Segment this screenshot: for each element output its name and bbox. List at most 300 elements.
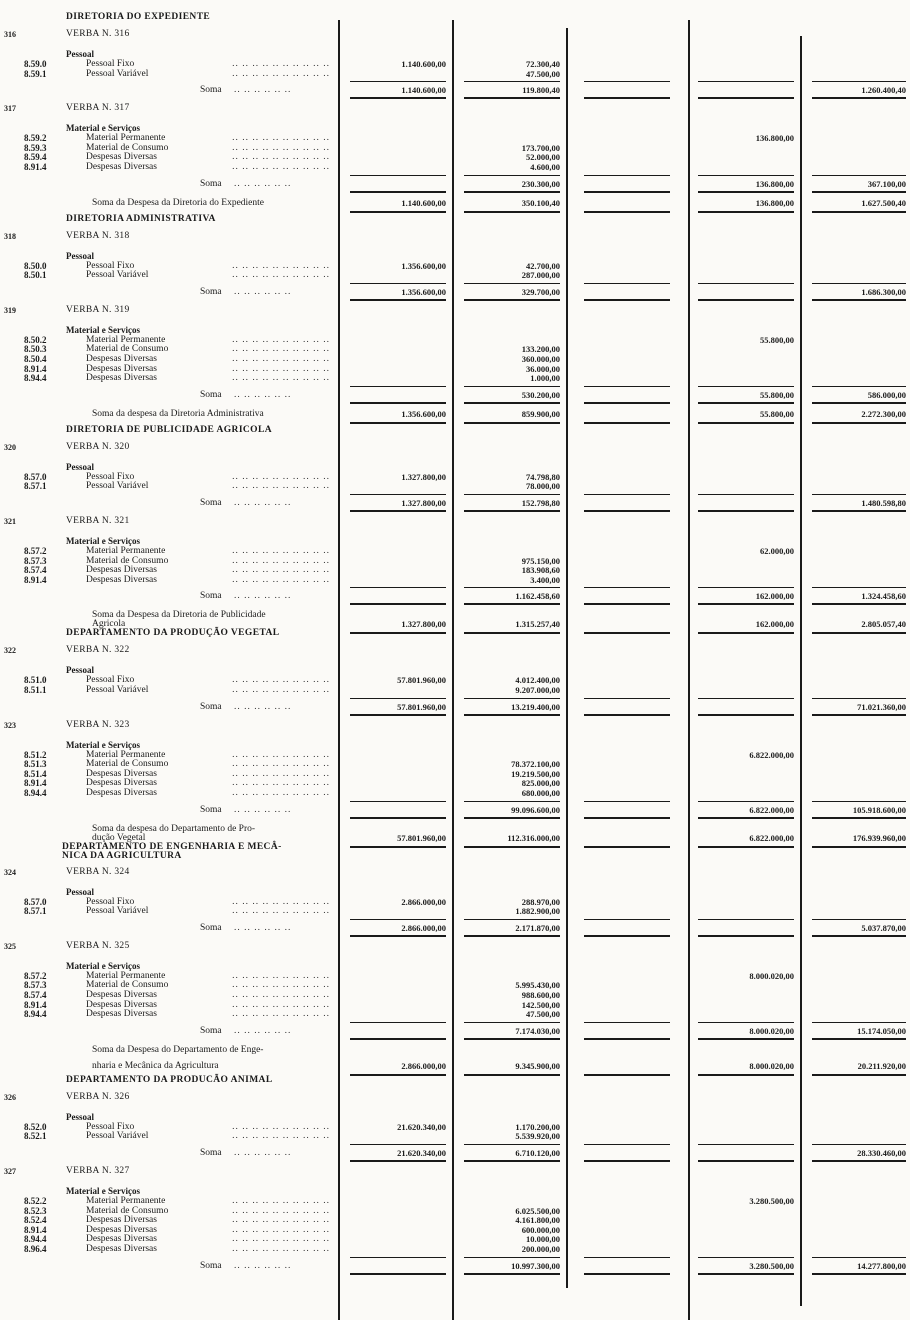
item-label: Despesas Diversas — [86, 1244, 157, 1254]
category-label: Pessoal — [66, 461, 94, 472]
item-label: Pessoal Variável — [86, 481, 149, 492]
total-label: Soma da despesa da Diretoria Administrativa — [92, 408, 264, 419]
item-label: Despesas Diversas — [86, 363, 157, 374]
amount-c3: 55.800,00 — [760, 334, 794, 345]
column-separator — [688, 20, 690, 1320]
sum-rule — [464, 1160, 560, 1162]
leader-dots: .. .. .. .. .. .. .. .. .. .. — [232, 481, 330, 492]
amount-c3: 55.800,00 — [760, 389, 794, 400]
leader-dots: .. .. .. .. .. .. .. .. .. .. — [232, 970, 330, 981]
amount-c2: 530.200,00 — [521, 389, 560, 400]
amount-c2: 173.700,00 — [521, 142, 560, 153]
item-code: 8.91.4 — [24, 574, 47, 585]
item-code: 8.57.2 — [24, 970, 47, 981]
soma-label: Soma — [200, 1260, 222, 1271]
amount-c4: 28.330.460,00 — [857, 1148, 906, 1158]
item-label: Material de Consumo — [86, 344, 169, 355]
item-code: 8.51.1 — [24, 685, 47, 695]
sum-rule — [584, 283, 670, 284]
verba-marker: 319 — [4, 305, 16, 315]
sum-rule — [350, 422, 446, 424]
sum-rule — [464, 1022, 560, 1023]
item-code: 8.50.2 — [24, 334, 47, 345]
amount-c2: 360.000,00 — [521, 354, 560, 364]
sum-rule — [812, 422, 906, 424]
leader-dots: .. .. .. .. .. .. — [234, 1260, 292, 1271]
amount-c2: 152.798,80 — [521, 498, 560, 508]
leader-dots: .. .. .. .. .. .. .. .. .. .. — [232, 354, 330, 364]
amount-c1: 2.866.000,00 — [401, 922, 446, 933]
amount-c2: 78.372.100,00 — [511, 759, 560, 770]
amount-c2: 288.970,00 — [521, 896, 560, 907]
section-heading: DIRETORIA DO EXPEDIENTE — [66, 12, 211, 22]
amount-c2: 10.000,00 — [526, 1234, 560, 1245]
sum-rule — [584, 81, 670, 82]
sum-rule — [698, 846, 794, 848]
amount-c2: 3.400,00 — [530, 574, 560, 585]
item-label: Despesas Diversas — [86, 768, 157, 779]
category-label: Material e Serviços — [66, 960, 140, 971]
sum-rule — [698, 935, 794, 937]
category-label: Material e Serviços — [66, 123, 140, 134]
item-code: 8.91.4 — [24, 1224, 47, 1235]
verba-title: VERBA N. 327 — [66, 1166, 130, 1176]
soma-label: Soma — [200, 286, 222, 297]
sum-rule — [698, 714, 794, 716]
leader-dots: .. .. .. .. .. .. .. .. .. .. — [232, 1121, 330, 1132]
item-code: 8.59.3 — [24, 142, 47, 153]
leader-dots: .. .. .. .. .. .. .. .. .. .. — [232, 675, 330, 686]
leader-dots: .. .. .. .. .. .. .. .. .. .. — [232, 133, 330, 144]
amount-c1: 21.620.340,00 — [397, 1148, 446, 1158]
amount-c1: 1.140.600,00 — [401, 59, 446, 69]
amount-c2: 1.162.458,60 — [515, 591, 560, 602]
sum-rule — [584, 386, 670, 387]
item-label: Material de Consumo — [86, 1205, 169, 1216]
amount-c2: 13.219.400,00 — [511, 701, 560, 712]
item-code: 8.91.4 — [24, 778, 47, 789]
sum-rule — [698, 1273, 794, 1275]
amount-c1: 57.801.960,00 — [397, 701, 446, 712]
total-label: Soma da Despesa da Diretoria do Expediente — [92, 197, 264, 208]
sum-rule — [812, 510, 906, 512]
leader-dots: .. .. .. .. .. .. .. .. .. .. — [232, 759, 330, 770]
amount-c2: 133.200,00 — [521, 344, 560, 355]
amount-c2: 825.000,00 — [521, 778, 560, 789]
item-label: Material Permanente — [86, 133, 166, 144]
item-label: Pessoal Variável — [86, 685, 149, 695]
soma-label: Soma — [200, 922, 222, 933]
item-label: Material Permanente — [86, 749, 166, 760]
sum-rule — [698, 817, 794, 819]
item-label: Pessoal Variável — [86, 1131, 149, 1142]
item-code: 8.57.3 — [24, 980, 47, 991]
sum-rule — [464, 714, 560, 716]
sum-rule — [698, 422, 794, 424]
verba-marker: 321 — [4, 517, 16, 526]
leader-dots: .. .. .. .. .. .. .. .. .. .. — [232, 260, 330, 271]
sum-rule — [584, 1038, 670, 1040]
amount-c3: 8.000.020,00 — [749, 1025, 794, 1036]
sum-rule — [698, 386, 794, 387]
item-label: Pessoal Fixo — [86, 260, 135, 271]
item-label: Material de Consumo — [86, 980, 169, 991]
sum-rule — [350, 283, 446, 284]
sum-rule — [812, 1160, 906, 1162]
item-code: 8.59.4 — [24, 152, 47, 163]
sum-rule — [464, 846, 560, 848]
item-code: 8.51.4 — [24, 768, 47, 779]
amount-c3: 6.822.000,00 — [749, 832, 794, 843]
sum-rule — [464, 283, 560, 284]
sum-rule — [350, 1038, 446, 1040]
leader-dots: .. .. .. .. .. .. .. .. .. .. — [232, 162, 330, 172]
leader-dots: .. .. .. .. .. .. .. .. .. .. — [232, 565, 330, 576]
amount-c4: 586.000,00 — [867, 389, 906, 400]
sum-rule — [812, 846, 906, 848]
leader-dots: .. .. .. .. .. .. .. .. .. .. — [232, 471, 330, 482]
item-label: Despesas Diversas — [86, 565, 157, 576]
sum-rule — [698, 211, 794, 213]
sum-rule — [698, 175, 794, 176]
sum-rule — [584, 97, 670, 99]
amount-c2: 99.096.600,00 — [511, 804, 560, 815]
sum-rule — [464, 698, 560, 699]
sum-rule — [584, 919, 670, 920]
amount-c2: 350.100,40 — [521, 197, 560, 208]
amount-c2: 230.300,00 — [521, 178, 560, 189]
amount-c1: 1.327.800,00 — [401, 471, 446, 482]
sum-rule — [584, 603, 670, 605]
leader-dots: .. .. .. .. .. .. .. .. .. .. — [232, 546, 330, 556]
amount-c3: 162.000,00 — [755, 619, 794, 630]
sum-rule — [464, 191, 560, 193]
sum-rule — [812, 81, 906, 82]
sum-rule — [464, 386, 560, 387]
amount-c2: 142.500,00 — [521, 999, 560, 1010]
amount-c2: 47.500,00 — [526, 1009, 560, 1020]
leader-dots: .. .. .. .. .. .. — [234, 389, 292, 400]
amount-c4: 1.686.300,00 — [861, 286, 906, 297]
verba-title: VERBA N. 326 — [66, 1091, 130, 1102]
amount-c3: 136.800,00 — [755, 178, 794, 189]
item-code: 8.51.2 — [24, 749, 47, 760]
leader-dots: .. .. .. .. .. .. .. .. .. .. — [232, 363, 330, 374]
sum-rule — [698, 698, 794, 699]
sum-rule — [812, 283, 906, 284]
sum-rule — [584, 211, 670, 213]
amount-c1: 1.140.600,00 — [401, 85, 446, 96]
item-code: 8.91.4 — [24, 162, 47, 172]
leader-dots: .. .. .. .. .. .. — [234, 178, 292, 189]
sum-rule — [350, 97, 446, 99]
soma-label: Soma — [200, 498, 222, 508]
item-label: Pessoal Variável — [86, 906, 149, 917]
item-label: Despesas Diversas — [86, 1224, 157, 1235]
sum-rule — [698, 1144, 794, 1145]
leader-dots: .. .. .. .. .. .. .. .. .. .. — [232, 152, 330, 163]
sum-rule — [698, 801, 794, 802]
item-label: Pessoal Fixo — [86, 1121, 135, 1132]
category-label: Pessoal — [66, 886, 94, 897]
sum-rule — [464, 1144, 560, 1145]
sum-rule — [812, 175, 906, 176]
amount-c2: 4.161.800,00 — [515, 1215, 560, 1226]
item-code: 8.50.0 — [24, 260, 47, 271]
sum-rule — [464, 935, 560, 937]
sum-rule — [812, 1022, 906, 1023]
leader-dots: .. .. .. .. .. .. .. .. .. .. — [232, 980, 330, 991]
sum-rule — [350, 846, 446, 848]
sum-rule — [812, 801, 906, 802]
leader-dots: .. .. .. .. .. .. — [234, 1148, 292, 1158]
amount-c2: 6.025.500,00 — [515, 1205, 560, 1216]
sum-rule — [350, 494, 446, 495]
item-code: 8.59.2 — [24, 133, 47, 144]
sum-rule — [350, 714, 446, 716]
amount-c2: 78.000,00 — [526, 481, 560, 492]
sum-rule — [698, 402, 794, 404]
amount-c3: 136.800,00 — [755, 197, 794, 208]
sum-rule — [464, 603, 560, 605]
sum-rule — [350, 632, 446, 634]
sum-rule — [464, 817, 560, 819]
column-separator — [566, 28, 568, 1288]
item-code: 8.52.1 — [24, 1131, 47, 1142]
column-separator — [452, 20, 454, 1320]
soma-label: Soma — [200, 1025, 222, 1036]
item-code: 8.57.1 — [24, 481, 47, 492]
leader-dots: .. .. .. .. .. .. .. .. .. .. — [232, 990, 330, 1000]
amount-c4: 14.277.800,00 — [857, 1260, 906, 1271]
amount-c4: 5.037.870,00 — [861, 922, 906, 933]
sum-rule — [350, 587, 446, 588]
amount-c2: 36.000,00 — [526, 363, 560, 374]
item-code: 8.96.4 — [24, 1244, 47, 1254]
leader-dots: .. .. .. .. .. .. .. .. .. .. — [232, 1234, 330, 1245]
sum-rule — [584, 817, 670, 819]
item-label: Material Permanente — [86, 970, 166, 981]
item-label: Despesas Diversas — [86, 1215, 157, 1226]
soma-label: Soma — [200, 389, 222, 400]
sum-rule — [812, 494, 906, 495]
sum-rule — [584, 587, 670, 588]
sum-rule — [584, 1022, 670, 1023]
leader-dots: .. .. .. .. .. .. .. .. .. .. — [232, 68, 330, 79]
soma-label: Soma — [200, 178, 222, 189]
verba-marker: 320 — [4, 442, 16, 452]
sum-rule — [464, 402, 560, 404]
sum-rule — [464, 587, 560, 588]
item-code: 8.59.0 — [24, 59, 47, 69]
sum-rule — [812, 1038, 906, 1040]
verba-title: VERBA N. 320 — [66, 441, 130, 452]
amount-c1: 21.620.340,00 — [397, 1121, 446, 1132]
sum-rule — [350, 299, 446, 301]
sum-rule — [812, 817, 906, 819]
amount-c2: 4.012.400,00 — [515, 675, 560, 686]
amount-c2: 2.171.870,00 — [515, 922, 560, 933]
amount-c2: 183.908,60 — [521, 565, 560, 576]
item-code: 8.50.4 — [24, 354, 47, 364]
leader-dots: .. .. .. .. .. .. .. .. .. .. — [232, 749, 330, 760]
verba-marker: 327 — [4, 1167, 16, 1176]
leader-dots: .. .. .. .. .. .. .. .. .. .. — [232, 373, 330, 384]
leader-dots: .. .. .. .. .. .. .. .. .. .. — [232, 778, 330, 789]
sum-rule — [464, 1038, 560, 1040]
verba-marker: 316 — [4, 30, 16, 39]
amount-c2: 9.207.000,00 — [515, 685, 560, 695]
sum-rule — [584, 422, 670, 424]
sum-rule — [812, 935, 906, 937]
amount-c2: 1.170.200,00 — [515, 1121, 560, 1132]
amount-c2: 988.600,00 — [521, 990, 560, 1000]
sum-rule — [698, 1160, 794, 1162]
verba-title: VERBA N. 325 — [66, 940, 130, 951]
sum-rule — [350, 935, 446, 937]
item-code: 8.57.4 — [24, 990, 47, 1000]
sum-rule — [350, 191, 446, 193]
sum-rule — [584, 698, 670, 699]
sum-rule — [464, 632, 560, 634]
leader-dots: .. .. .. .. .. .. .. .. .. .. — [232, 896, 330, 907]
sum-rule — [584, 299, 670, 301]
amount-c4: 1.480.598,80 — [861, 498, 906, 508]
sum-rule — [350, 386, 446, 387]
amount-c2: 112.316.000,00 — [507, 832, 560, 843]
item-label: Material Permanente — [86, 1196, 166, 1206]
amount-c2: 10.997.300,00 — [511, 1260, 560, 1271]
sum-rule — [812, 97, 906, 99]
amount-c3: 3.280.500,00 — [749, 1260, 794, 1271]
item-label: Despesas Diversas — [86, 152, 157, 163]
amount-c2: 5.995.430,00 — [515, 980, 560, 991]
leader-dots: .. .. .. .. .. .. .. .. .. .. — [232, 685, 330, 695]
sum-rule — [350, 1074, 446, 1076]
amount-c2: 4.600,00 — [530, 162, 560, 172]
leader-dots: .. .. .. .. .. .. .. .. .. .. — [232, 1224, 330, 1235]
amount-c1: 57.801.960,00 — [397, 832, 446, 843]
amount-c2: 859.900,00 — [521, 408, 560, 419]
sum-rule — [698, 97, 794, 99]
sum-rule — [584, 191, 670, 193]
sum-rule — [350, 603, 446, 605]
category-label: Pessoal — [66, 665, 94, 676]
sum-rule — [584, 1273, 670, 1275]
item-code: 8.51.0 — [24, 675, 47, 686]
sum-rule — [584, 1144, 670, 1145]
leader-dots: .. .. .. .. .. .. .. .. .. .. — [232, 59, 330, 69]
item-code: 8.94.4 — [24, 788, 47, 798]
total-label-continued: dução Vegetal — [92, 832, 146, 843]
sum-rule — [812, 1273, 906, 1275]
sum-rule — [698, 1038, 794, 1040]
verba-marker: 317 — [4, 104, 16, 114]
sum-rule — [350, 919, 446, 920]
item-code: 8.52.3 — [24, 1205, 47, 1216]
sum-rule — [812, 1074, 906, 1076]
leader-dots: .. .. .. .. .. .. — [234, 804, 292, 815]
amount-c2: 6.710.120,00 — [515, 1148, 560, 1158]
verba-marker: 325 — [4, 941, 16, 951]
verba-marker: 323 — [4, 720, 16, 730]
sum-rule — [464, 919, 560, 920]
verba-title: VERBA N. 321 — [66, 516, 130, 526]
amount-c4: 71.021.360,00 — [857, 701, 906, 712]
sum-rule — [464, 81, 560, 82]
item-label: Pessoal Fixo — [86, 471, 135, 482]
sum-rule — [698, 919, 794, 920]
sum-rule — [812, 919, 906, 920]
sum-rule — [698, 1022, 794, 1023]
item-label: Despesas Diversas — [86, 162, 157, 172]
sum-rule — [812, 299, 906, 301]
item-code: 8.52.0 — [24, 1121, 47, 1132]
item-code: 8.57.2 — [24, 546, 47, 556]
amount-c1: 1.356.600,00 — [401, 260, 446, 271]
amount-c4: 1.324.458,60 — [861, 591, 906, 602]
item-code: 8.91.4 — [24, 363, 47, 374]
item-label: Pessoal Fixo — [86, 59, 135, 69]
amount-c2: 72.300,40 — [526, 59, 560, 69]
leader-dots: .. .. .. .. .. .. .. .. .. .. — [232, 142, 330, 153]
leader-dots: .. .. .. .. .. .. .. .. .. .. — [232, 270, 330, 281]
soma-label: Soma — [200, 1148, 222, 1158]
item-label: Material Permanente — [86, 334, 166, 345]
sum-rule — [698, 603, 794, 605]
verba-marker: 318 — [4, 231, 16, 241]
amount-c1: 1.140.600,00 — [401, 197, 446, 208]
amount-c2: 1.882.900,00 — [515, 906, 560, 917]
amount-c2: 975.150,00 — [521, 555, 560, 566]
sum-rule — [350, 817, 446, 819]
leader-dots: .. .. .. .. .. .. — [234, 498, 292, 508]
item-code: 8.52.2 — [24, 1196, 47, 1206]
item-code: 8.51.3 — [24, 759, 47, 770]
sum-rule — [584, 1160, 670, 1162]
amount-c2: 9.345.900,00 — [515, 1060, 560, 1071]
leader-dots: .. .. .. .. .. .. .. .. .. .. — [232, 574, 330, 585]
sum-rule — [464, 510, 560, 512]
sum-rule — [584, 846, 670, 848]
item-label: Pessoal Variável — [86, 270, 149, 281]
column-separator — [338, 20, 340, 1320]
soma-label: Soma — [200, 701, 222, 712]
item-code: 8.94.4 — [24, 1234, 47, 1245]
verba-title: VERBA N. 322 — [66, 645, 130, 656]
category-label: Material e Serviços — [66, 1186, 140, 1196]
item-label: Despesas Diversas — [86, 354, 157, 364]
amount-c2: 600.000,00 — [521, 1224, 560, 1235]
section-heading: DIRETORIA DE PUBLICIDADE AGRICOLA — [66, 424, 272, 435]
total-label: Soma da Despesa da Diretoria de Publicidade — [92, 610, 266, 621]
verba-title: VERBA N. 318 — [66, 230, 130, 241]
amount-c2: 7.174.030,00 — [515, 1025, 560, 1036]
item-code: 8.50.1 — [24, 270, 47, 281]
leader-dots: .. .. .. .. .. .. .. .. .. .. — [232, 768, 330, 779]
sum-rule — [812, 386, 906, 387]
section-heading: DEPARTAMENTO DA PRODUCÃO ANIMAL — [66, 1074, 273, 1085]
item-label: Pessoal Variável — [86, 68, 149, 79]
sum-rule — [698, 299, 794, 301]
item-label: Material de Consumo — [86, 759, 169, 770]
amount-c2: 287.000,00 — [521, 270, 560, 281]
item-code: 8.57.3 — [24, 555, 47, 566]
total-label: Soma da despesa do Departamento de Pro- — [92, 823, 256, 834]
amount-c3: 62.000,00 — [760, 546, 794, 556]
verba-title: VERBA N. 323 — [66, 719, 130, 730]
sum-rule — [584, 494, 670, 495]
